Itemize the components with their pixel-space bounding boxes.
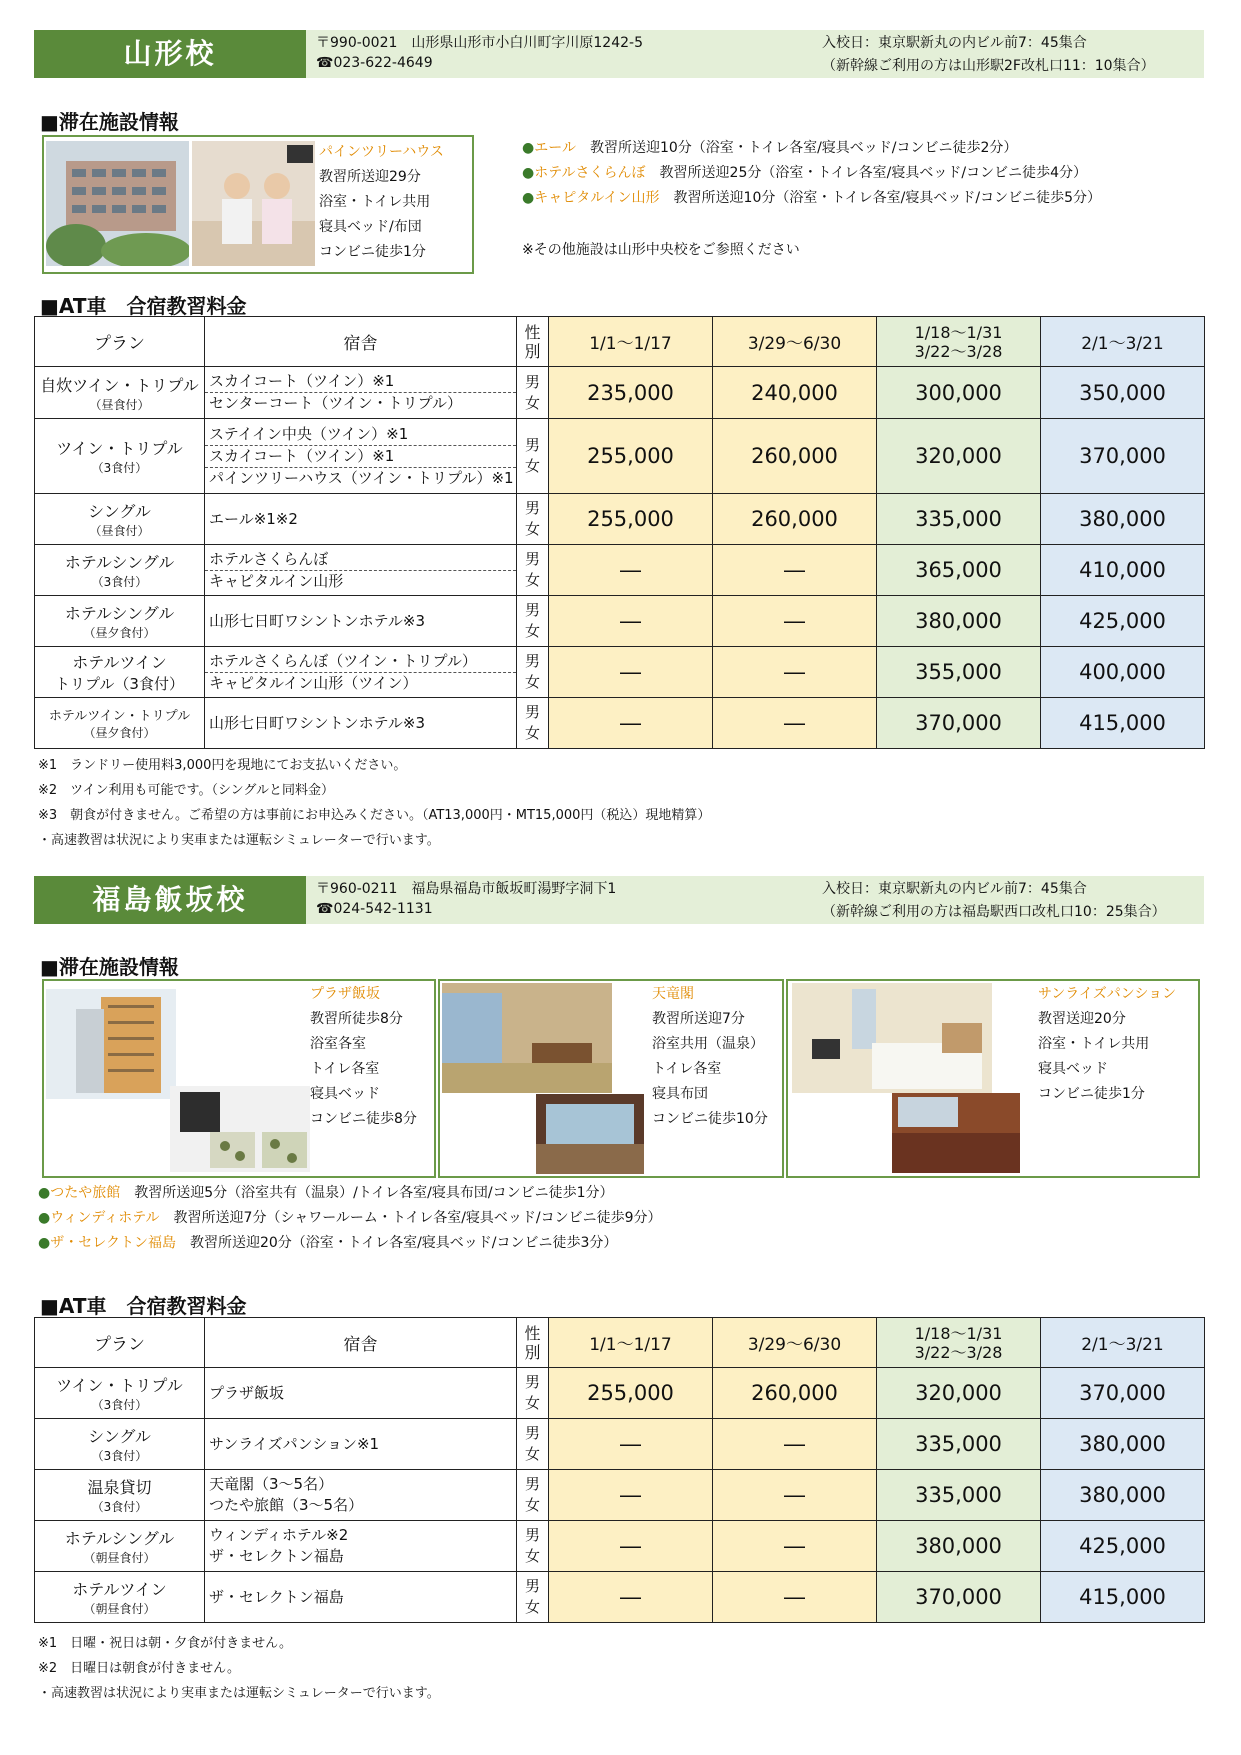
plan-cell: シングル （3食付） [35,1419,205,1470]
footnote: ※2 日曜日は朝食が付きません。 [38,1661,240,1676]
plan-cell: ホテルツイン （朝昼食付） [35,1572,205,1623]
gender-cell: 男 女 [517,1572,549,1623]
price-cell: ― [549,596,713,647]
stay-cell: ホテルさくらんぼ（ツイン・トリプル） キャピタルイン山形（ツイン） [205,647,517,698]
facility-card-sunrise [786,979,1200,1178]
price-cell: 240,000 [713,367,877,419]
price-cell: ― [549,1419,713,1470]
price-cell: 380,000 [877,596,1041,647]
building-photo [46,989,176,1099]
col-period-header: 1/18～1/31 3/22～3/28 [877,1318,1041,1368]
room-photo [442,983,612,1093]
price-cell: ― [713,1521,877,1572]
facility-name: サンライズパンション [1038,986,1177,1002]
price-cell: 370,000 [877,1572,1041,1623]
table-row [35,367,1205,419]
school-name: 福島飯坂校 [34,876,306,924]
facility-detail: トイレ各室 [310,1061,380,1077]
facility-detail: 寝具ベッド [310,1086,380,1102]
price-cell: ― [713,698,877,749]
col-plan-header: プラン [35,1318,205,1368]
gender-cell: 男 女 [517,1521,549,1572]
plan-cell: シングル （昼食付） [35,494,205,545]
facility-detail: 教習送迎20分 [1038,1011,1126,1027]
plan-cell: ホテルツイン・トリプル （昼夕食付） [35,698,205,749]
gender-cell: 男 女 [517,1419,549,1470]
gender-cell: 男 女 [517,367,549,419]
school-address: 〒990-0021 山形県山形市小白川町字川原1242-5 [316,35,643,51]
price-cell: 380,000 [1041,1419,1205,1470]
gender-cell: 男 女 [517,494,549,545]
facility-detail: 寝具布団 [652,1086,708,1102]
stay-cell: エール※1※2 [205,494,517,545]
plan-cell: 自炊ツイン・トリプル （昼食付） [35,367,205,419]
price-cell: 400,000 [1041,647,1205,698]
facility-item: ●つたや旅館 教習所送迎5分（浴室共有（温泉）/トイレ各室/寝具布団/コンビニ徒歩1分） [38,1185,614,1201]
price-section-title: ■AT車 合宿教習料金 [40,1294,247,1318]
facility-name: 天竜閣 [652,986,694,1002]
plan-cell: ホテルツイン トリプル（3食付） [35,647,205,698]
price-cell: 335,000 [877,1470,1041,1521]
facility-detail: トイレ各室 [652,1061,722,1077]
facility-name: パインツリーハウス [319,144,444,160]
price-cell: ― [549,545,713,596]
plan-cell: 温泉貸切 （3食付） [35,1470,205,1521]
entry-info: 入校日：東京駅新丸の内ビル前7：45集合 [822,881,1087,897]
footnote: ※2 ツイン利用も可能です。（シングルと同料金） [38,783,334,798]
entry-info: 入校日：東京駅新丸の内ビル前7：45集合 [822,35,1087,51]
footnote: ・高速教習は状況により実車または運転シミュレーターで行います。 [38,1686,440,1701]
stay-cell: プラザ飯坂 [205,1368,517,1419]
facility-detail: 教習所送迎29分 [319,169,421,185]
footnote: ※3 朝食が付きません。ご希望の方は事前にお申込みください。（AT13,000円・MT15,000円（税込）現地精算） [38,808,711,823]
facility-item: ●ザ・セレクトン福島 教習所送迎20分（浴室・トイレ各室/寝具ベッド/コンビニ徒歩3分） [38,1235,618,1251]
facility-item: ●ホテルさくらんぼ 教習所送迎25分（浴室・トイレ各室/寝具ベッド/コンビニ徒歩4分） [522,165,1087,181]
facility-detail: 教習所徒歩8分 [310,1011,403,1027]
school-address: 〒960-0211 福島県福島市飯坂町湯野字洞下1 [316,881,617,897]
school-name: 山形校 [34,30,306,78]
facility-section-title: ■滞在施設情報 [40,110,179,134]
table-row [35,1419,1205,1470]
table-row [35,647,1205,698]
col-stay-header: 宿舎 [205,1318,517,1368]
room-photo [170,1086,310,1172]
price-cell: 355,000 [877,647,1041,698]
facility-detail: コンビニ徒歩1分 [319,244,426,260]
price-table [34,1317,1205,1623]
price-cell: ― [713,1572,877,1623]
price-cell: 365,000 [877,545,1041,596]
table-row [35,1470,1205,1521]
entry-note: （新幹線ご利用の方は福島駅西口改札口10：25集合） [822,904,1166,920]
price-cell: 255,000 [549,419,713,494]
facility-detail: 浴室各室 [310,1036,366,1052]
table-row [35,1368,1205,1419]
price-cell: 370,000 [877,698,1041,749]
col-period-header: 1/18～1/31 3/22～3/28 [877,317,1041,367]
facility-note: ※その他施設は山形中央校をご参照ください [522,242,800,258]
price-cell: ― [549,1521,713,1572]
fukushima-header-bar [34,876,1204,924]
col-period-header: 3/29～6/30 [713,1318,877,1368]
facility-detail: 寝具ベッド [1038,1061,1108,1077]
price-cell: 255,000 [549,1368,713,1419]
facility-detail: 浴室・トイレ共用 [1038,1036,1150,1052]
col-period-header: 3/29～6/30 [713,317,877,367]
price-cell: 370,000 [1041,419,1205,494]
price-cell: ― [713,596,877,647]
facility-detail: コンビニ徒歩10分 [652,1111,768,1127]
yamagata-header-bar [34,30,1204,78]
plan-cell: ホテルシングル （3食付） [35,545,205,596]
gender-cell: 男 女 [517,698,549,749]
gender-cell: 男 女 [517,596,549,647]
footnote: ※1 ランドリー使用料3,000円を現地にてお支払いください。 [38,758,407,773]
facility-detail: 寝具ベッド/布団 [319,219,422,235]
facility-item: ●キャピタルイン山形 教習所送迎10分（浴室・トイレ各室/寝具ベッド/コンビニ徒歩5分） [522,190,1101,206]
price-cell: 320,000 [877,1368,1041,1419]
price-cell: 425,000 [1041,596,1205,647]
price-cell: 300,000 [877,367,1041,419]
price-cell: 380,000 [1041,494,1205,545]
stay-cell: ウィンディホテル※2 ザ・セレクトン福島 [205,1521,517,1572]
price-cell: 255,000 [549,494,713,545]
price-cell: 260,000 [713,1368,877,1419]
table-row [35,596,1205,647]
col-stay-header: 宿舎 [205,317,517,367]
price-cell: 370,000 [1041,1368,1205,1419]
price-cell: 380,000 [877,1521,1041,1572]
price-section-title: ■AT車 合宿教習料金 [40,294,247,318]
price-cell: ― [549,647,713,698]
price-cell: 320,000 [877,419,1041,494]
entry-note: （新幹線ご利用の方は山形駅2F改札口11：10集合） [822,58,1155,74]
col-period-header: 1/1～1/17 [549,317,713,367]
table-row [35,1572,1205,1623]
stay-cell: 山形七日町ワシントンホテル※3 [205,698,517,749]
price-cell: 260,000 [713,419,877,494]
price-cell: ― [713,647,877,698]
col-period-header: 2/1～3/21 [1041,1318,1205,1368]
stay-cell: ステイイン中央（ツイン）※1 スカイコート（ツイン）※1 パインツリーハウス（ツイン・トリプル）※1 [205,419,517,494]
stay-cell: 天竜閣（3～5名） つたや旅館（3～5名） [205,1470,517,1521]
price-cell: ― [713,1470,877,1521]
footnote: ・高速教習は状況により実車または運転シミュレーターで行います。 [38,833,440,848]
price-cell: ― [549,1470,713,1521]
stay-cell: 山形七日町ワシントンホテル※3 [205,596,517,647]
gender-cell: 男 女 [517,1470,549,1521]
plan-cell: ツイン・トリプル （3食付） [35,419,205,494]
gender-cell: 男 女 [517,419,549,494]
price-cell: 410,000 [1041,545,1205,596]
table-row [35,419,1205,494]
price-cell: 235,000 [549,367,713,419]
price-cell: 350,000 [1041,367,1205,419]
price-cell: 260,000 [713,494,877,545]
facility-section-title: ■滞在施設情報 [40,955,179,979]
table-row [35,1521,1205,1572]
col-gender-header: 性 別 [517,317,549,367]
col-period-header: 1/1～1/17 [549,1318,713,1368]
school-phone: ☎024-542-1131 [316,901,433,917]
price-cell: 415,000 [1041,1572,1205,1623]
price-cell: ― [713,1419,877,1470]
col-plan-header: プラン [35,317,205,367]
plan-cell: ホテルシングル （昼夕食付） [35,596,205,647]
price-cell: 425,000 [1041,1521,1205,1572]
gender-cell: 男 女 [517,1368,549,1419]
bath-photo [536,1094,644,1174]
facility-card-tenryukaku [438,979,784,1178]
room-photo [192,141,315,266]
facility-detail: 教習所送迎7分 [652,1011,745,1027]
gender-cell: 男 女 [517,647,549,698]
plan-cell: ツイン・トリプル （3食付） [35,1368,205,1419]
building-photo [46,141,189,266]
school-phone: ☎023-622-4649 [316,55,433,71]
plan-cell: ホテルシングル （朝昼食付） [35,1521,205,1572]
facility-name: プラザ飯坂 [310,986,380,1002]
footnote: ※1 日曜・祝日は朝・夕食が付きません。 [38,1636,292,1651]
facility-detail: コンビニ徒歩8分 [310,1111,417,1127]
stay-cell: スカイコート（ツイン）※1 センターコート（ツイン・トリプル） [205,367,517,419]
table-header-row [35,1318,1205,1368]
gender-cell: 男 女 [517,545,549,596]
col-gender-header: 性 別 [517,1318,549,1368]
bath-photo [892,1093,1020,1173]
facility-detail: 浴室・トイレ共用 [319,194,431,210]
facility-detail: 浴室共用（温泉） [652,1036,764,1052]
stay-cell: ホテルさくらんぼ キャピタルイン山形 [205,545,517,596]
facility-item: ●エール 教習所送迎10分（浴室・トイレ各室/寝具ベッド/コンビニ徒歩2分） [522,140,1018,156]
facility-card-plaza [42,979,436,1178]
price-cell: 335,000 [877,1419,1041,1470]
table-row [35,545,1205,596]
stay-cell: ザ・セレクトン福島 [205,1572,517,1623]
table-header-row [35,317,1205,367]
facility-detail: コンビニ徒歩1分 [1038,1086,1145,1102]
table-row [35,494,1205,545]
price-cell: ― [713,545,877,596]
price-cell: 335,000 [877,494,1041,545]
col-period-header: 2/1～3/21 [1041,317,1205,367]
price-cell: 415,000 [1041,698,1205,749]
facility-card-pinetree [42,135,474,274]
price-cell: 380,000 [1041,1470,1205,1521]
price-cell: ― [549,1572,713,1623]
price-table [34,316,1205,749]
stay-cell: サンライズパンション※1 [205,1419,517,1470]
table-row [35,698,1205,749]
facility-item: ●ウィンディホテル 教習所送迎7分（シャワールーム・トイレ各室/寝具ベッド/コンビニ徒歩9分） [38,1210,662,1226]
room-photo [792,983,992,1093]
price-cell: ― [549,698,713,749]
